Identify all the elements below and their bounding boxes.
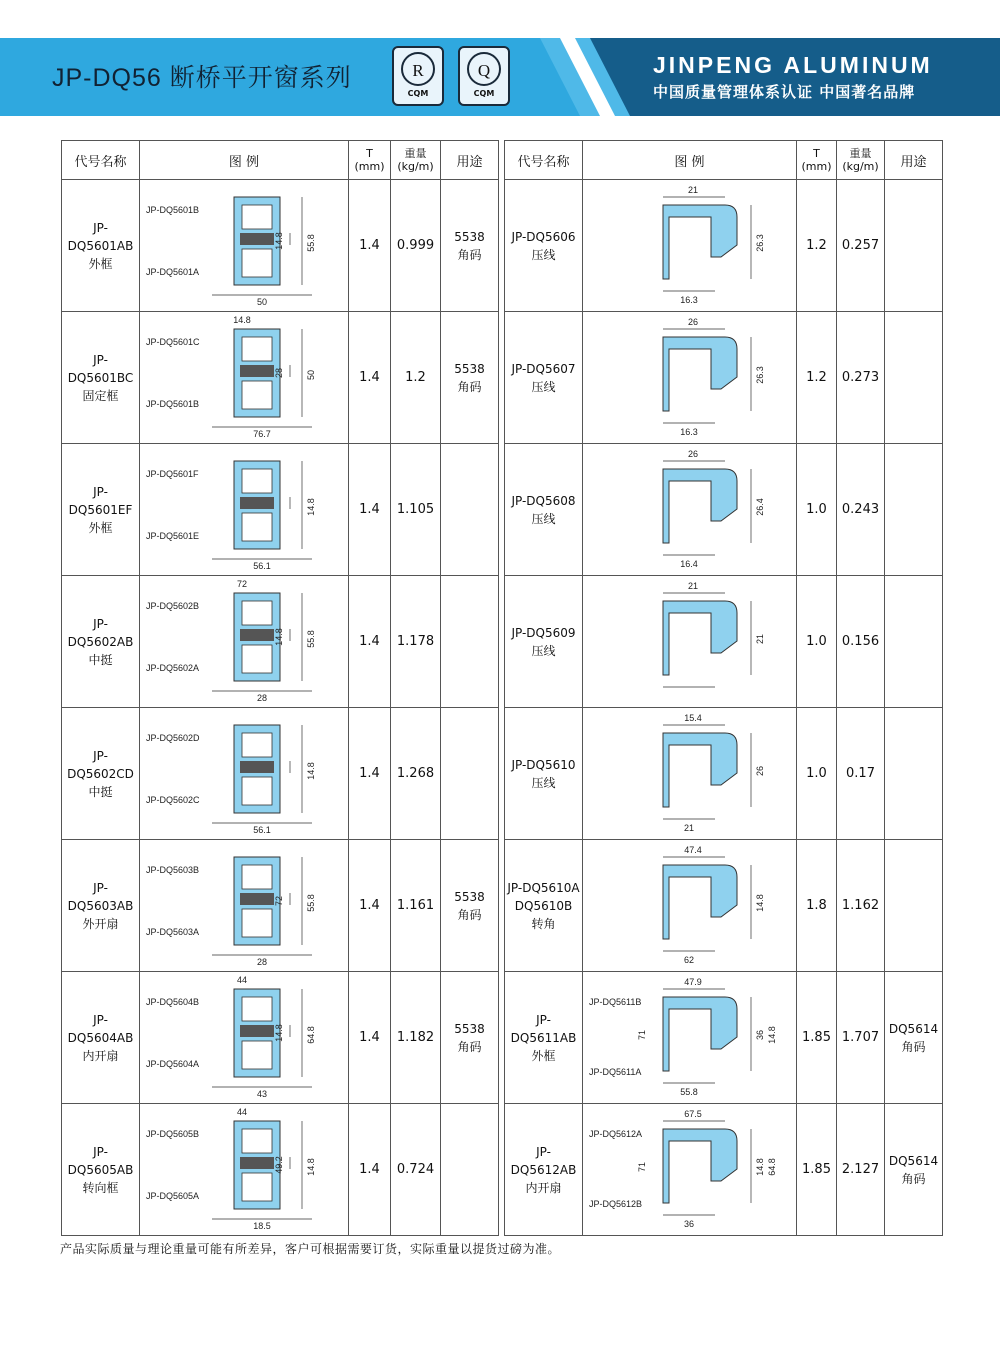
- profile-row: [505, 444, 943, 576]
- logo-caption: CQM: [407, 89, 429, 98]
- col-t: [349, 141, 391, 180]
- col-weight-unit: (kg/m): [397, 160, 434, 173]
- weight-cell: 1.268: [391, 708, 441, 840]
- thickness-cell: 1.8: [797, 840, 837, 972]
- dimension-label: 50: [305, 369, 316, 380]
- profile-drawing: [585, 183, 795, 309]
- figure-cell: [583, 708, 797, 840]
- col-code: 代号名称: [62, 141, 140, 180]
- profile-drawing: [142, 183, 347, 309]
- dimension-label: 47.9: [683, 976, 702, 987]
- weight-cell: 2.127: [837, 1104, 885, 1236]
- profile-drawing: [585, 447, 795, 573]
- dimension-label: 21: [683, 822, 694, 833]
- profile-row: [62, 576, 499, 708]
- weight-cell: 1.162: [837, 840, 885, 972]
- dimension-label: 28: [256, 956, 267, 967]
- profile-body: [663, 205, 737, 279]
- profile-code: JP-DQ5609: [511, 625, 576, 640]
- profile-code: JP-DQ5605AB: [67, 1144, 134, 1177]
- profile-code: JP-DQ5608: [511, 493, 576, 508]
- profile-chamber: [242, 249, 272, 277]
- profile-name: 压线: [531, 643, 556, 658]
- thermal-break-strip: [240, 497, 274, 509]
- dimension-label: 72: [236, 578, 247, 589]
- use-line-2: 角码: [901, 1039, 926, 1054]
- profile-name: 转向框: [82, 1180, 119, 1195]
- profile-chamber: [242, 381, 272, 409]
- use-line-2: 角码: [457, 907, 482, 922]
- dimension-label: 15.4: [683, 712, 702, 723]
- col-code: 代号名称: [505, 141, 583, 180]
- profile-drawing: [142, 315, 347, 441]
- dimension-label: 16.3: [679, 294, 698, 305]
- figure-cell: [140, 576, 349, 708]
- table-header-row: [505, 141, 943, 180]
- figure-cell: [140, 444, 349, 576]
- col-t-unit: (mm): [354, 160, 385, 173]
- thickness-cell: 1.4: [349, 708, 391, 840]
- use-line-1: 5538: [454, 1021, 485, 1036]
- part-label: JP-DQ5612A: [588, 1128, 642, 1139]
- profile-row: [62, 708, 499, 840]
- profile-name: 压线: [531, 775, 556, 790]
- figure-cell: [583, 972, 797, 1104]
- table-header-row: [62, 141, 499, 180]
- use-cell: [885, 972, 943, 1104]
- profile-code-2: DQ5610B: [514, 898, 573, 913]
- col-use: 用途: [441, 141, 499, 180]
- figure-cell: [583, 180, 797, 312]
- thickness-cell: 1.4: [349, 312, 391, 444]
- code-cell: [505, 180, 583, 312]
- col-t-label: T: [813, 147, 820, 160]
- part-label: JP-DQ5601E: [145, 530, 199, 541]
- part-label: JP-DQ5601F: [145, 468, 199, 479]
- profile-code: JP-DQ5604AB: [67, 1012, 134, 1045]
- figure-cell: [583, 840, 797, 972]
- profile-row: [62, 180, 499, 312]
- profile-drawing: [142, 1107, 347, 1233]
- profile-code: JP-DQ5601BC: [67, 352, 134, 385]
- use-cell: [885, 444, 943, 576]
- cqm-r-logo: [392, 46, 444, 106]
- profile-chamber: [242, 601, 272, 625]
- profile-row: [505, 1104, 943, 1236]
- col-use: 用途: [885, 141, 943, 180]
- weight-cell: 1.105: [391, 444, 441, 576]
- code-cell: [505, 312, 583, 444]
- part-label: JP-DQ5612B: [588, 1198, 642, 1209]
- code-cell: [505, 576, 583, 708]
- profile-chamber: [242, 513, 272, 541]
- use-line-1: 5538: [454, 889, 485, 904]
- profile-drawing: [142, 447, 347, 573]
- dimension-label: 14.8: [305, 497, 316, 516]
- dimension-label: 21: [687, 580, 698, 591]
- profile-drawing: [585, 711, 795, 837]
- profile-body: [663, 733, 737, 807]
- dimension-label: 55.8: [305, 233, 316, 252]
- thermal-break-strip: [240, 233, 274, 245]
- thickness-cell: 1.4: [349, 444, 391, 576]
- weight-cell: 0.724: [391, 1104, 441, 1236]
- use-line-1: 5538: [454, 229, 485, 244]
- profile-chamber: [242, 1173, 272, 1201]
- profile-drawing: [585, 579, 795, 705]
- code-cell: [505, 972, 583, 1104]
- use-cell: [441, 180, 499, 312]
- profile-chamber: [242, 909, 272, 937]
- code-cell: [62, 840, 140, 972]
- profile-code: JP-DQ5610: [511, 757, 576, 772]
- profile-name: 转角: [531, 916, 556, 931]
- dimension-label: 36: [683, 1218, 694, 1229]
- profile-code: JP-DQ5607: [511, 361, 576, 376]
- dimension-label: 14.8: [754, 893, 765, 912]
- col-t-unit: (mm): [801, 160, 832, 173]
- profile-code: JP-DQ5603AB: [67, 880, 134, 913]
- code-cell: [505, 444, 583, 576]
- code-cell: [62, 180, 140, 312]
- thickness-cell: 1.4: [349, 180, 391, 312]
- logo-letter: Q: [467, 52, 501, 86]
- profile-row: [62, 312, 499, 444]
- profile-chamber: [242, 1041, 272, 1069]
- profile-name: 内开扇: [525, 1180, 562, 1195]
- profile-row: [505, 180, 943, 312]
- profile-row: [505, 840, 943, 972]
- profile-chamber: [242, 997, 272, 1021]
- use-line-1: 5538: [454, 361, 485, 376]
- thickness-cell: 1.0: [797, 444, 837, 576]
- profile-chamber: [242, 205, 272, 229]
- use-cell: [441, 312, 499, 444]
- profile-code: JP-DQ5602CD: [67, 748, 134, 781]
- thickness-cell: 1.0: [797, 576, 837, 708]
- profile-drawing: [585, 843, 795, 969]
- profile-name: 中挺: [88, 652, 113, 667]
- weight-cell: 1.182: [391, 972, 441, 1104]
- profile-name: 固定框: [82, 388, 119, 403]
- profile-body: [663, 997, 737, 1071]
- figure-cell: [140, 708, 349, 840]
- code-cell: [62, 708, 140, 840]
- profile-chamber: [242, 645, 272, 673]
- dimension-label: 21: [754, 633, 765, 644]
- dimension-label: 47.4: [683, 844, 702, 855]
- page-title: JP-DQ56 断桥平开窗系列: [52, 64, 352, 92]
- thickness-cell: 1.0: [797, 708, 837, 840]
- dimension-label: 21: [687, 184, 698, 195]
- figure-cell: [140, 1104, 349, 1236]
- part-label: JP-DQ5604B: [145, 996, 199, 1007]
- profile-row: [62, 444, 499, 576]
- profile-row: [62, 840, 499, 972]
- dimension-label: 71: [636, 1161, 647, 1172]
- col-weight-unit: (kg/m): [842, 160, 879, 173]
- part-label: JP-DQ5601A: [145, 266, 199, 277]
- figure-cell: [140, 840, 349, 972]
- thermal-break-strip: [240, 365, 274, 377]
- profile-code: JP-DQ5612AB: [510, 1144, 577, 1177]
- profile-body: [663, 337, 737, 411]
- use-cell: [885, 1104, 943, 1236]
- thermal-break-strip: [240, 629, 274, 641]
- profile-table-left: [61, 140, 499, 1236]
- part-label: JP-DQ5611A: [588, 1066, 641, 1077]
- dimension-label: 14.8: [273, 231, 284, 250]
- code-cell: [62, 444, 140, 576]
- use-cell: [441, 444, 499, 576]
- dimension-label: 55.8: [305, 629, 316, 648]
- profile-row: [505, 312, 943, 444]
- code-cell: [62, 576, 140, 708]
- profile-drawing: [585, 1107, 795, 1233]
- use-line-2: 角码: [457, 1039, 482, 1054]
- profile-chamber: [242, 1129, 272, 1153]
- use-line-2: 角码: [901, 1171, 926, 1186]
- figure-cell: [583, 576, 797, 708]
- col-t-label: T: [366, 147, 373, 160]
- dimension-label: 76.7: [252, 428, 271, 439]
- dimension-label: 64.8: [305, 1025, 316, 1044]
- dimension-label: 62: [683, 954, 694, 965]
- profile-chamber: [242, 337, 272, 361]
- logo-caption: CQM: [473, 89, 495, 98]
- code-cell: [505, 1104, 583, 1236]
- col-t: [797, 141, 837, 180]
- dimension-label: 14.8: [273, 627, 284, 646]
- dimension-label: 18.5: [252, 1220, 271, 1231]
- dimension-label: 26: [687, 316, 698, 327]
- weight-cell: 0.17: [837, 708, 885, 840]
- profile-name: 内开扇: [82, 1048, 119, 1063]
- use-cell: [441, 1104, 499, 1236]
- profile-code: JP-DQ5611AB: [510, 1012, 577, 1045]
- thermal-break-strip: [240, 1157, 274, 1169]
- use-line-1: DQ5614: [888, 1021, 939, 1036]
- dimension-label: 67.5: [683, 1108, 702, 1119]
- use-cell: [441, 576, 499, 708]
- dimension-label: 14.8: [305, 1157, 316, 1176]
- figure-cell: [583, 444, 797, 576]
- weight-cell: 0.273: [837, 312, 885, 444]
- profile-code: JP-DQ5602AB: [67, 616, 134, 649]
- dimension-label: 16.3: [679, 426, 698, 437]
- part-label: JP-DQ5601B: [145, 204, 199, 215]
- thickness-cell: 1.4: [349, 1104, 391, 1236]
- use-cell: [441, 972, 499, 1104]
- code-cell: [505, 708, 583, 840]
- part-label: JP-DQ5604A: [145, 1058, 199, 1069]
- profile-chamber: [242, 733, 272, 757]
- use-cell: [441, 708, 499, 840]
- col-figure: 图 例: [583, 141, 797, 180]
- col-weight: [391, 141, 441, 180]
- dimension-label: 14.8: [305, 761, 316, 780]
- part-label: JP-DQ5605B: [145, 1128, 199, 1139]
- profile-chamber: [242, 777, 272, 805]
- dimension-label: 14.8: [766, 1025, 777, 1044]
- dimension-label: 44: [236, 974, 247, 985]
- dimension-label: 26: [687, 448, 698, 459]
- profile-drawing: [142, 843, 347, 969]
- profile-drawing: [142, 711, 347, 837]
- profile-chamber: [242, 865, 272, 889]
- part-label: JP-DQ5603B: [145, 864, 199, 875]
- use-line-2: 角码: [457, 247, 482, 262]
- profile-name: 压线: [531, 511, 556, 526]
- thermal-break-strip: [240, 1025, 274, 1037]
- code-cell: [62, 972, 140, 1104]
- code-cell: [62, 1104, 140, 1236]
- profile-body: [663, 1129, 737, 1203]
- thickness-cell: 1.4: [349, 840, 391, 972]
- weight-cell: 1.161: [391, 840, 441, 972]
- profile-name: 外框: [88, 256, 113, 271]
- part-label: JP-DQ5611B: [588, 996, 641, 1007]
- dimension-label: 50: [256, 296, 267, 307]
- figure-cell: [583, 1104, 797, 1236]
- dimension-label: 56.1: [252, 560, 271, 571]
- profile-drawing: [142, 975, 347, 1101]
- figure-cell: [140, 972, 349, 1104]
- dimension-label: 72: [273, 895, 284, 906]
- profile-drawing: [585, 975, 795, 1101]
- cqm-q-logo: [458, 46, 510, 106]
- profile-row: [505, 576, 943, 708]
- dimension-label: 14.8: [754, 1157, 765, 1176]
- use-cell: [885, 840, 943, 972]
- figure-cell: [583, 312, 797, 444]
- profile-chamber: [242, 469, 272, 493]
- brand-slogan: 中国质量管理体系认证 中国著名品牌: [653, 83, 916, 101]
- profile-name: 中挺: [88, 784, 113, 799]
- thickness-cell: 1.85: [797, 972, 837, 1104]
- profile-name: 外框: [531, 1048, 556, 1063]
- dimension-label: 26.3: [754, 233, 765, 252]
- profile-body: [663, 865, 737, 939]
- dimension-label: 14.8: [273, 1023, 284, 1042]
- profile-body: [663, 469, 737, 543]
- thickness-cell: 1.4: [349, 972, 391, 1104]
- col-weight-label: 重量: [404, 147, 427, 160]
- part-label: JP-DQ5602B: [145, 600, 199, 611]
- profile-body: [663, 601, 737, 675]
- profile-drawing: [142, 579, 347, 705]
- weight-cell: 0.999: [391, 180, 441, 312]
- dimension-label: 28: [273, 367, 284, 378]
- profile-table-right: [504, 140, 943, 1236]
- use-cell: [441, 840, 499, 972]
- profile-row: [62, 972, 499, 1104]
- dimension-label: 43: [256, 1088, 267, 1099]
- dimension-label: 55.8: [679, 1086, 698, 1097]
- dimension-label: 44: [236, 1106, 247, 1117]
- weight-cell: 1.178: [391, 576, 441, 708]
- thickness-cell: 1.85: [797, 1104, 837, 1236]
- profile-row: [505, 708, 943, 840]
- thickness-cell: 1.2: [797, 312, 837, 444]
- dimension-label: 26: [754, 765, 765, 776]
- use-line-2: 角码: [457, 379, 482, 394]
- code-cell: [62, 312, 140, 444]
- figure-cell: [140, 312, 349, 444]
- weight-cell: 1.2: [391, 312, 441, 444]
- part-label: JP-DQ5605A: [145, 1190, 199, 1201]
- weight-cell: 1.707: [837, 972, 885, 1104]
- figure-cell: [140, 180, 349, 312]
- weight-cell: 0.257: [837, 180, 885, 312]
- dimension-label: 14.8: [232, 314, 251, 325]
- footnote: 产品实际质量与理论重量可能有所差异，客户可根据需要订货，实际重量以提货过磅为准。: [60, 1242, 561, 1256]
- profile-drawing: [585, 315, 795, 441]
- dimension-label: 26.3: [754, 365, 765, 384]
- col-figure: 图 例: [140, 141, 349, 180]
- profile-name: 外框: [88, 520, 113, 535]
- use-cell: [885, 312, 943, 444]
- use-cell: [885, 180, 943, 312]
- brand-name: JINPENG ALUMINUM: [653, 52, 933, 78]
- use-cell: [885, 576, 943, 708]
- part-label: JP-DQ5601C: [145, 336, 200, 347]
- dimension-label: 49.2: [273, 1155, 284, 1174]
- part-label: JP-DQ5602C: [145, 794, 200, 805]
- profile-name: 外开扇: [82, 916, 119, 931]
- logo-letter: R: [401, 52, 435, 86]
- thermal-break-strip: [240, 893, 274, 905]
- dimension-label: 28: [256, 692, 267, 703]
- weight-cell: 0.156: [837, 576, 885, 708]
- profile-code: JP-DQ5606: [511, 229, 576, 244]
- col-weight-label: 重量: [849, 147, 872, 160]
- part-label: JP-DQ5602A: [145, 662, 199, 673]
- thermal-break-strip: [240, 761, 274, 773]
- profile-name: 压线: [531, 247, 556, 262]
- part-label: JP-DQ5601B: [145, 398, 199, 409]
- dimension-label: 36: [754, 1029, 765, 1040]
- profile-name: 压线: [531, 379, 556, 394]
- profile-code: JP-DQ5601AB: [67, 220, 134, 253]
- part-label: JP-DQ5602D: [145, 732, 200, 743]
- profile-code: JP-DQ5601EF: [68, 484, 133, 517]
- part-label: JP-DQ5603A: [145, 926, 199, 937]
- profile-row: [505, 972, 943, 1104]
- dimension-label: 16.4: [679, 558, 698, 569]
- dimension-label: 26.4: [754, 497, 765, 516]
- weight-cell: 0.243: [837, 444, 885, 576]
- profile-code: JP-DQ5610A: [507, 880, 580, 895]
- dimension-label: 71: [636, 1029, 647, 1040]
- profile-row: [62, 1104, 499, 1236]
- dimension-label: 55.8: [305, 893, 316, 912]
- thickness-cell: 1.2: [797, 180, 837, 312]
- dimension-label: 56.1: [252, 824, 271, 835]
- thickness-cell: 1.4: [349, 576, 391, 708]
- col-weight: [837, 141, 885, 180]
- use-line-1: DQ5614: [888, 1153, 939, 1168]
- use-cell: [885, 708, 943, 840]
- dimension-label: 64.8: [766, 1157, 777, 1176]
- code-cell: [505, 840, 583, 972]
